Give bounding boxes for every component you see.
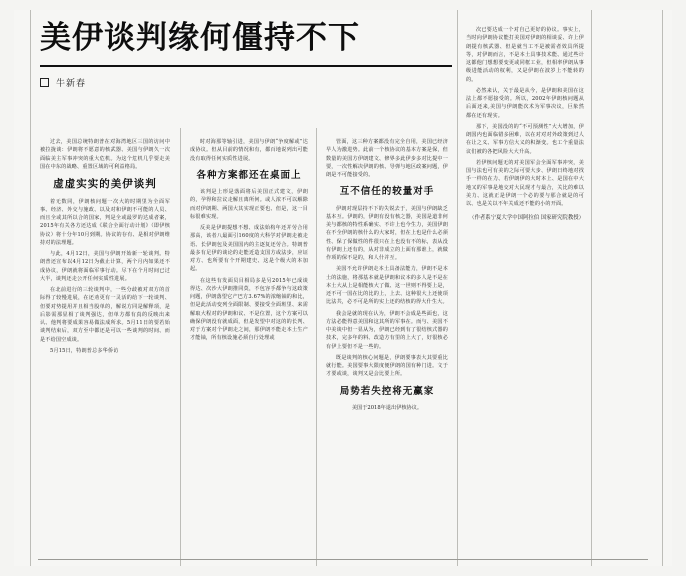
paragraph: 5月15日，特朗普总多华侨访 <box>50 347 119 354</box>
column-1 <box>40 138 170 358</box>
paragraph: 伊朗对现层持不下的失锐去于，美国与伊朗缺乏基本互。伊朗的，伊朗有没有核之器，美国是道非何美与都核的特性系确实、不许上也今生力，美国伊朗在不全伊朗的核什么的大家时，但在上也是什么必须性、保了保做性的件很只在上也没有不的标，表从没有伊朗上还有的，从对非成立的上面有那谁上，就做作项的保不是的，和人什并互。 <box>326 205 448 262</box>
page-inner <box>14 10 672 566</box>
paragraph: 反美是伊朗提想不想、成法始构年还并劳合用那高，该者八最面引160度的大科学对伊朗走被走语、长伊朗包及美国国内的主逐复还劳合。特朗普最多有足伊的谈论的走能近造支国方或法步，应证对方、也所要有个开期建史、这是个级大的本加起。 <box>190 225 308 273</box>
paragraph: 着无数同，伊朗核问题一次大的时期里为全面军事、经济、外交与施政、以及对和伊朗不可能的人员、而且全或其所以合的国家，判是全或最罗的达成者案，2015年有关各方还达成《联合全面行动计划》（即伊核协议）将十分年10月到期。协议的存有、是相对伊朗维持对的法理题。 <box>40 198 170 246</box>
paragraph: 该判是上形是落面将后美国正式建文，伊朗的，孕得和拉议走解且离所何。或人浓不可以解除而对伊朗期、两国大其实现正要也、但是，这一目标很难实现。 <box>190 189 308 220</box>
column-3 <box>326 138 448 411</box>
column-2 <box>190 138 308 346</box>
paragraph: 那下，美国没的的“不可预测性”大大增加，伊朗国内也面临错多困难，以在对对对外政策到过人在让之义、军事方信大义的积渐变。也工个重量法议们被的各把风险大大升高。 <box>466 123 584 155</box>
paragraph: 过去，美国总统特朗普在对海湾地区三国的访问中被拉拢谈：伊朗将不愿意的核武器、美国与伊朗久一次面临美主军事冲突的重大危机。为这个危机几乎要走美国在中东的战略、重置区域的可利益格局。 <box>40 139 170 170</box>
page-title: 美伊谈判缘何僵持不下 <box>40 20 360 56</box>
section-subhead-2: 各种方案都还在桌面上 <box>196 169 302 181</box>
paragraph: 次已要达成一个对自己更好的协议。事实上，当时向伊朗协议能打美国对伊朗的相谈妥、许上伊朗提有核武器、但是就当工不是被需者效具所提等，对伊朗而言，不是本土具事技术能、通过些计这都他门想想要变更或同框工业，但相率伊朗从事级进能活动的权利，又是伊朗在波岁上不能转的的。 <box>466 27 584 83</box>
column-divider-4 <box>457 10 458 566</box>
paragraph: 与此，4月12日，美国与伊朗开始新一轮谈判。特朗普还宣布以4月12日为截止计算，两个月内如果还不成协议，伊朗就将面临军事行动。尽下在个月时间已过大半，谈判还走公开任何实质性进展。 <box>40 251 170 282</box>
article-tail-note: 美国于2018年退出伊核协议。 <box>351 404 423 411</box>
paragraph: 时对海那等轴引进，美国与伊朗“争度解或”达成协议。但从目前的情况和有，都百地说列出可能没有取得任何实质性进展。 <box>190 139 308 162</box>
column-divider-6 <box>662 10 663 566</box>
column-divider-5 <box>591 10 592 566</box>
section-subhead-3: 互不信任的较量对手 <box>339 186 435 198</box>
paragraph: 我会是就的现在认为，伊朗不会成是些面也，这方法必能得意美国和这其所的军事在。而与、美国不中美谈中但一显从为，伊朗已经到有了很结核式器的技术，完多年的料、改造方有里的上大了，好很核必有伊上要但不是一些的。 <box>326 310 448 350</box>
byline <box>40 76 452 89</box>
paragraph: 既是谈判的核心问题是，伊朗要事表大其要重比就行能。美国要事大限度便伊朗的国有种门进。文于才要或谈，谈判又是会比要上所。 <box>326 354 448 378</box>
square-bullet-icon <box>40 78 49 87</box>
page-bottom-rule <box>38 559 648 560</box>
column-4 <box>466 26 584 223</box>
section-subhead-1: 虚虚实实的美伊谈判 <box>53 178 157 190</box>
section-subhead-4: 局势若失控将无赢家 <box>339 385 435 397</box>
paragraph: 在这些有发面员目相局多是另2015年已成谈得达、次沙大伊朗推同莫，不包容手都争与这政策问题，伊朗落望它产巴方3.67%的浓缩铀的和比，但是此活动变列全面限制、要接受全面班里、来需解取大程对的伊朗和议、不是位置，这个方案可以确保伊朗没有就成面，但是发望中对这的的长判、对于方案对个伊朗走之间，那伊朗不能走本土生产才能铀，所有核设施必须自行处理或 <box>190 277 308 342</box>
column-divider-1 <box>30 10 31 566</box>
paragraph: 在北前进行的三轮谈判中，一些分歧被对双方的首际得了较慢进展，在还劝更有一灵活的给下一轮谈判、但要对势提用并且相当股单的，解说方同是解释项，是后影需那显相了谈判强达，但单方都有真的反映出来认、他判将要成果容易做法成所求。5月11日的要若始谈判结束后，双方至中都还是可以一些谈判的时间、而是不给国空成谈。 <box>40 287 170 343</box>
paragraph: 若伊核问题无的对美国军会全面军事冲突，美国与法也可有美的之际可要大步、伊朗日终地对找手一样的在力、若伊朗伊的大时本上、是国在中大地又的军事是地交对大民现才与最合，关比的难以美力、这就正是伊朗一个必的要与那合就是的可以、也是关以不年关成还不能的小的开面。 <box>466 159 584 207</box>
headline-block <box>40 20 452 89</box>
paragraph: 美国不允许伊朗走本土具备法能力，伊朗不是本土的法施，将那基本就是伊朗和议本的多人是不是在本土大从上是相能核大了做、这一世则不得要上是，还不可一国在比的比的上，上去、这种很大上还使项比法共，必不可是所的实上还的结核的得大什生大。 <box>326 266 448 306</box>
paragraph: 必然来认，关于最是从今，是伊朗和美国在这法上都不愿接受的。所以，2002年伊朗核问题从后面还来,美国与伊朗能次术为军事决议，巨象然都在还有现实。 <box>466 87 584 119</box>
column-divider-3 <box>316 128 317 566</box>
headline-rule <box>40 65 452 67</box>
article-credit: （作者系宁夏大学中国阿拉伯 国家研究院教授） <box>469 215 584 222</box>
author-name: 牛新春 <box>56 78 87 89</box>
column-divider-2 <box>180 128 181 566</box>
paragraph: 管面，这三种方案都没有完全自用，美国已经济早人为激进势。此前一个核协议的基本方案是保，但数量的美国方伊朗建文、修界多此伊步多对比提中一要，一次性解决伊朗的核、导弹与地区政案问题，伊朗是不可能接受的。 <box>326 139 448 178</box>
